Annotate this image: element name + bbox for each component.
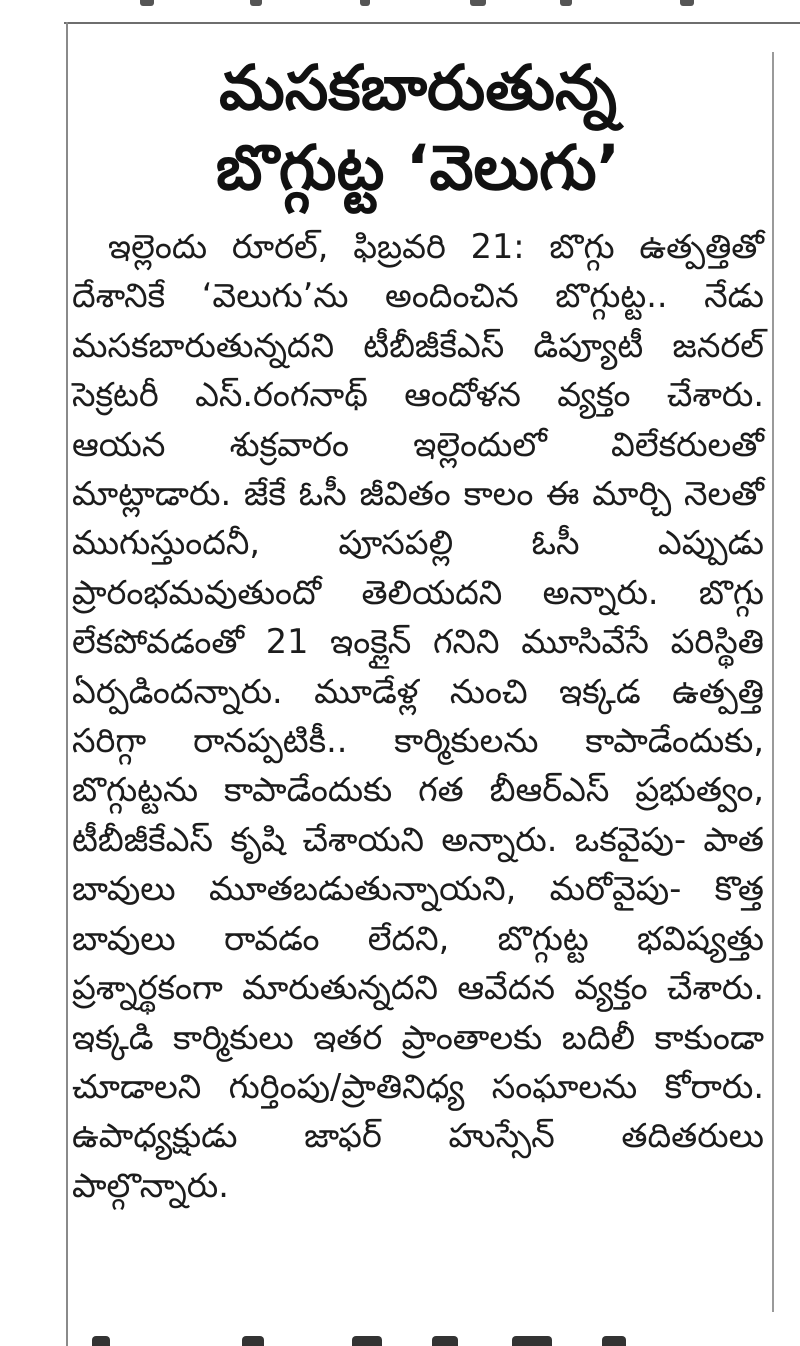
top-column-rule bbox=[64, 22, 800, 24]
cropped-text-above bbox=[0, 0, 800, 8]
headline-line-1: మసకబారుతున్న bbox=[219, 51, 617, 124]
news-article bbox=[72, 48, 764, 1210]
headline-line-2: బొగ్గుట్ట ‘వెలుగు’ bbox=[215, 131, 621, 204]
article-body: ఇల్లెందు రూరల్, ఫిబ్రవరి 21: బొగ్గు ఉత్పత్తితో దేశానికే ‘వెలుగు’ను అందించిన బొగ్గుట్ట.. నేడు మసకబారుతున్నదని టీబీజీకేఎస్ డిప్యూటీ జనరల్ సెక్రటరీ ఎస్.రంగనాథ్ ఆందోళన వ్యక్తం చేశారు. ఆయన శుక్రవారం ఇల్లెందులో విలేకరులతో మాట్లాడారు. జేకే ఓసీ జీవితం కాలం ఈ మార్చి నెలతో ముగుస్తుందనీ, పూసపల్లి ఓసీ ఎప్పుడు ప్రారంభమవుతుందో తెలియదని అన్నారు. బొగ్గు లేకపోవడంతో 21 ఇంక్లైన్ గనిని మూసివేసే పరిస్థితి ఏర్పడిందన్నారు. మూడేళ్ల నుంచి ఇక్కడ ఉత్పత్తి సరిగ్గా రానప్పటికీ.. కార్మికులను కాపాడేందుకు, బొగ్గుట్టను కాపాడేందుకు గత బీఆర్ఎస్ ప్రభుత్వం, టీబీజీకేఎస్ కృషి చేశాయని అన్నారు. ఒకవైపు- పాత బావులు మూతబడుతున్నాయని, మరోవైపు- కొత్త బావులు రావడం లేదని, బొగ్గుట్ట భవిష్యత్తు ప్రశ్నార్థకంగా మారుతున్నదని ఆవేదన వ్యక్తం చేశారు. ఇక్కడి కార్మికులు ఇతర ప్రాంతాలకు బదిలీ కాకుండా చూడాలని గుర్తింపు/ప్రాతినిధ్య సంఘాలను కోరారు. ఉపాధ్యక్షుడు జాఫర్ హుస్సేన్ తదితరులు పాల్గొన్నారు. bbox=[72, 227, 764, 1205]
right-column-rule bbox=[772, 52, 774, 1312]
cropped-text-below bbox=[72, 1330, 772, 1346]
left-column-rule bbox=[66, 22, 68, 1346]
article-headline bbox=[72, 48, 764, 208]
